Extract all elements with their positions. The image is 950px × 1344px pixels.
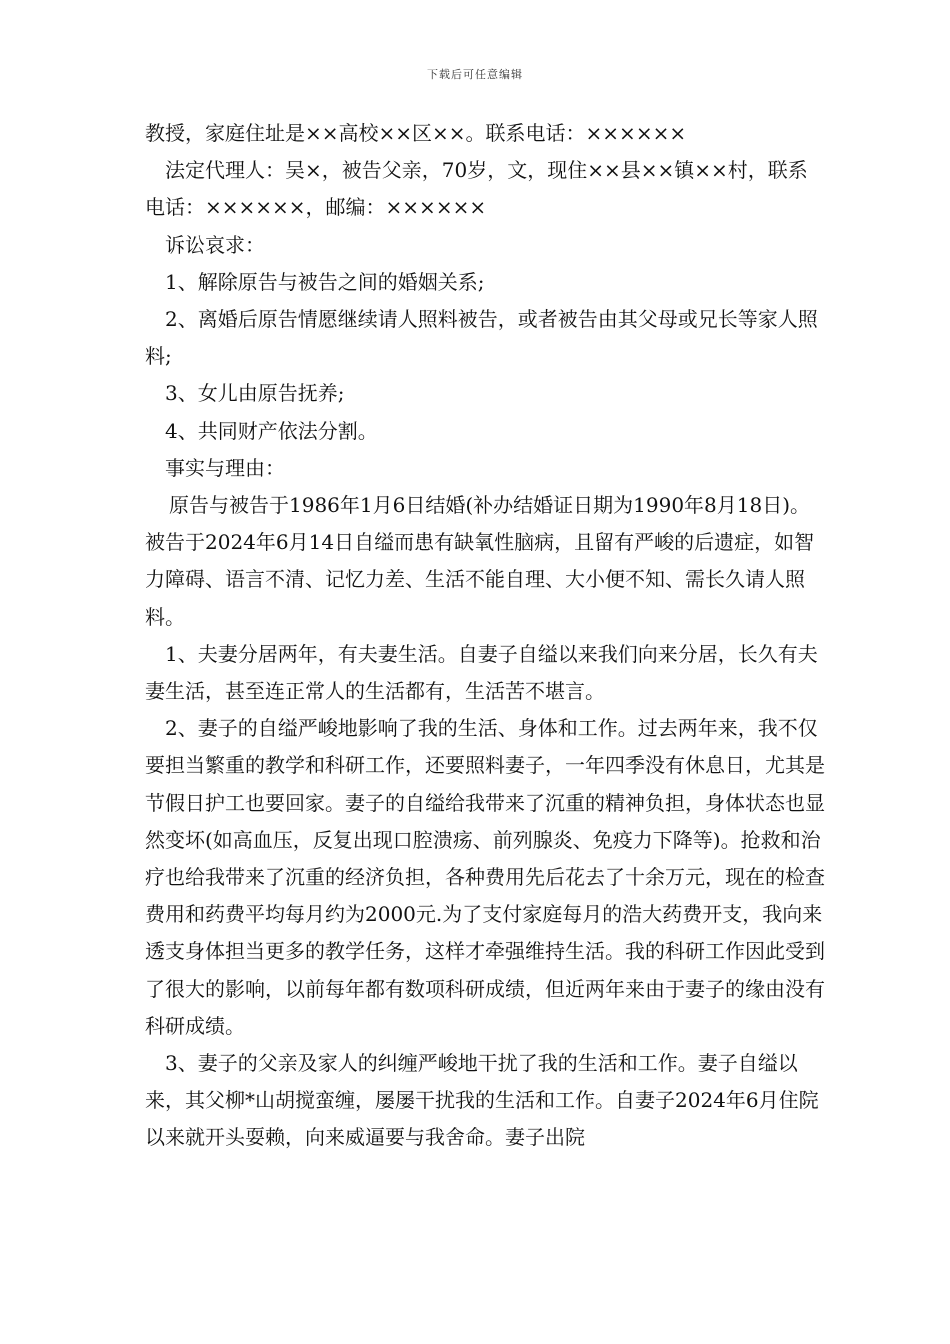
page-header-note: 下载后可任意编辑 xyxy=(427,68,523,81)
paragraph-address: 教授，家庭住址是××高校××区××。联系电话：×××××× xyxy=(145,121,687,145)
paragraph-reason-1: 1、夫妻分居两年，有夫妻生活。自妻子自缢以来我们向来分居，长久有夫妻生活，甚至连正常人的生活都有，生活苦不堪言。 xyxy=(145,641,818,704)
paragraph-claim-2: 2、离婚后原告情愿继续请人照料被告，或者被告由其父母或兄长等家人照料; xyxy=(145,307,818,369)
paragraph-facts-heading: 事实与理由： xyxy=(165,455,285,480)
paragraph-reason-3: 3、妻子的父亲及家人的纠缠严峻地干扰了我的生活和工作。妻子自缢以来，其父柳*山胡搅蛮缠，屡屡干扰我的生活和工作。自妻子2024年6月住院以来就开头耍赖，向来威逼要与我舍命。妻子出院 xyxy=(145,1051,819,1150)
paragraph-facts-intro: 原告与被告于1986年1月6日结婚(补办结婚证日期为1990年8月18日)。被告于2024年6月14日自缢而患有缺氧性脑病，且留有严峻的后遗症，如智力障碍、语言不清、记忆力差、生活不能自理、大小便不知、需长久请人照料。 xyxy=(145,493,815,629)
paragraph-claim-4: 4、共同财产依法分割。 xyxy=(165,418,378,443)
paragraph-reason-2: 2、妻子的自缢严峻地影响了我的生活、身体和工作。过去两年来，我不仅要担当繁重的教学和科研工作，还要照料妻子，一年四季没有休息日，尤其是节假日护工也要回家。妻子的自缢给我带来了沉重的精神负担，身体状态也显然变坏(如高血压，反复出现口腔溃疡、前列腺炎、免疫力下降等)。抢救和治疗也给我带来了沉重的经济负担，各种费用先后花去了十余万元，现在的检查费用和药费平均每月约为2000元.为了支付家庭每月的浩大药费开支，我向来透支身体担当更多的教学任务，这样才牵强维持生活。我的科研工作因此受到了很大的影响，以前每年都有数项科研成绩，但近两年来由于妻子的缘由没有科研成绩。 xyxy=(145,716,825,1038)
paragraph-claims-heading: 诉讼哀求： xyxy=(165,232,265,257)
paragraph-claim-1: 1、解除原告与被告之间的婚姻关系; xyxy=(165,269,485,294)
paragraph-claim-3: 3、女儿由原告抚养; xyxy=(165,381,345,406)
document-body xyxy=(145,115,825,1157)
paragraph-legal-representative: 法定代理人：吴×，被告父亲，70岁，文，现住××县××镇××村，联系电话：××××××，邮编：×××××× xyxy=(145,158,808,220)
